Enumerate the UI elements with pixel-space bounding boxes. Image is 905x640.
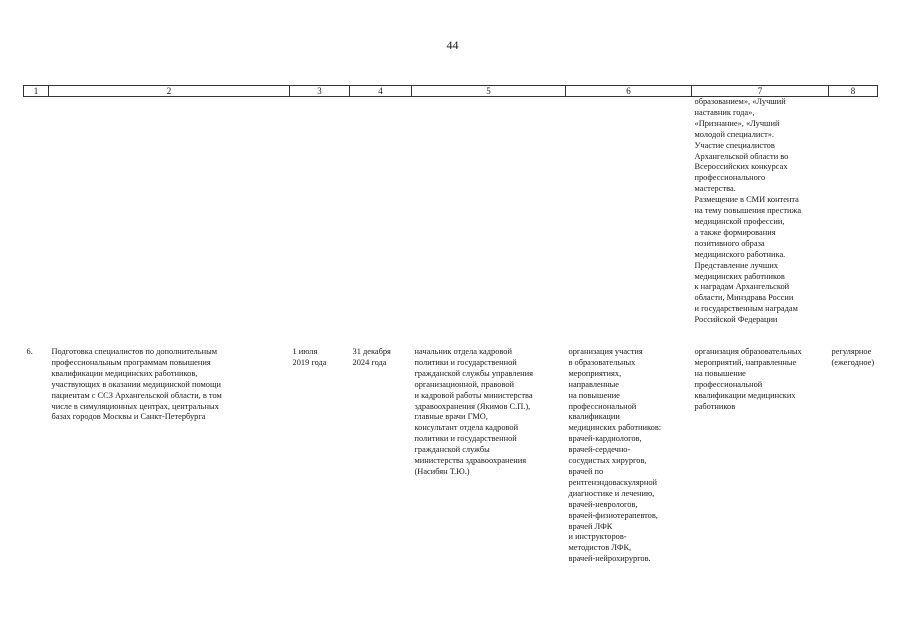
column-number-row	[24, 86, 878, 97]
measures-table	[23, 85, 878, 565]
column-number-cell: 5	[412, 86, 566, 97]
column-number-cell: 4	[350, 86, 412, 97]
column-number-cell: 2	[49, 86, 290, 97]
frequency-cell: регулярное (ежегодное)	[831, 347, 875, 367]
row-spacer	[24, 326, 878, 347]
column-number-cell: 7	[692, 86, 829, 97]
measure-cell: Подготовка специалистов по дополнительным профессиональным программам повышения квалификации медицинских работников, участвующих в оказании медицинской помощи пациентам с ССЗ Архангельской области, в том числе в симуляционных центрах, центральных базах городов Москвы и Санкт-Петербурга	[51, 347, 222, 422]
result-cell: организация участия в образовательных мероприятиях, направленные на повышение профессиональной квалификации медицинских работников: врачей-кардиологов, врачей-сердечно- сосудистых хирургов, врачей по рентгенэндоваскулярной диагностике и лечению, врачей-неврологов, врачей-физиотерапевтов, врачей ЛФК и инструкторов- методистов ЛФК, врачей-нейрохирургов.	[568, 347, 662, 564]
row-number-cell: 6.	[26, 347, 33, 357]
table-row	[24, 97, 878, 327]
column-number-cell: 3	[290, 86, 350, 97]
column-number-cell: 6	[566, 86, 692, 97]
end-date-cell: 31 декабря 2024 года	[352, 347, 391, 367]
column-number-cell: 1	[24, 86, 49, 97]
column-number-cell: 8	[829, 86, 878, 97]
responsible-cell: начальник отдела кадровой политики и государственной гражданской службы управления организационной, правовой и кадровой работы министерства здравоохранения (Якимов С.П.), главные врачи ГМО, консультант отдела кадровой политики и государственной гражданской службы министерства здравоохранения (Насибян Т.Ю.)	[414, 347, 533, 476]
page-number: 44	[446, 38, 459, 52]
indicator-cell: организация образовательных мероприятий, направленные на повышение профессиональной квалификации медицинских работников	[694, 347, 802, 411]
start-date-cell: 1 июля 2019 года	[292, 347, 327, 367]
indicator-cell-continued: образованием», «Лучший наставник года», «Признание», «Лучший молодой специалист». Участие специалистов Архангельской области во Всероссийских конкурсах профессионального мастерства. Размещение в СМИ контента на тему повышения престижа медицинской профессии, а также формирования позитивного образа медицинского работника. Представление лучших медицинских работников к наградам Архангельской области, Минздрава России и государственным наградам Российской Федерации	[694, 97, 802, 325]
table-row	[24, 347, 878, 565]
